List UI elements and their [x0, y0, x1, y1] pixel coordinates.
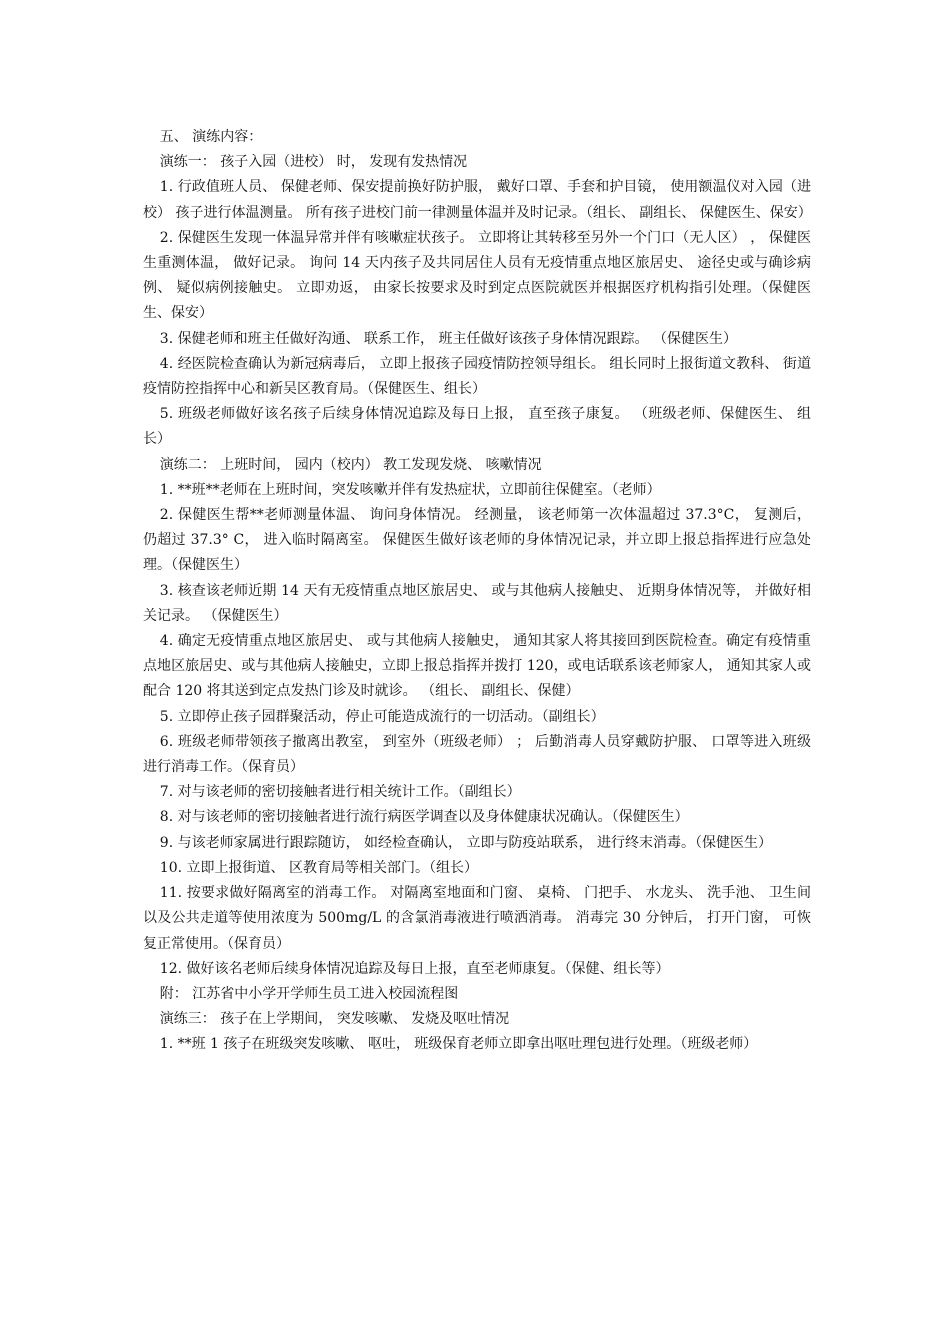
drill-one-step-1: 1. 行政值班人员、 保健老师、保安提前换好防护服， 戴好口罩、手套和护目镜， 使用额温仪对入园（进校） 孩子进行体温测量。 所有孩子进校门前一律测量体温并及时记录。（组长、 副组长、 保健医生、保安） — [143, 179, 812, 221]
drill-two-step-11: 11. 按要求做好隔离室的消毒工作。 对隔离室地面和门窗、 桌椅、 门把手、 水龙头、 洗手池、 卫生间以及公共走道等使用浓度为 500mg/L 的含氯消毒液进行喷洒消毒。 消毒完 30 分钟后， 打开门窗， 可恢复正常使用。（保育员） — [143, 885, 811, 952]
appendix-note: 附： 江苏省中小学开学师生员工进入校园流程图 — [159, 985, 459, 1002]
drill-two-step-1: 1. **班**老师在上班时间，突发咳嗽并伴有发热症状，立即前往保健室。（老师） — [159, 481, 661, 498]
drill-two-step-3: 3. 核查该老师近期 14 天有无疫情重点地区旅居史、 或与其他病人接触史、 近期身体情况等， 并做好相关记录。 （保健医生） — [143, 582, 811, 624]
drill-one-step-2: 2. 保健医生发现一体温异常并伴有咳嗽症状孩子。 立即将让其转移至另外一个门口（无人区） ， 保健医生重测体温， 做好记录。 询问 14 天内孩子及共同居住人员有无疫情重点地区旅居史、 途径史或与确诊病例、 疑似病例接触史。 立即劝返， 由家长按要求及时到定点医院就医并根据医疗机构指引处理。（保健医生、保安） — [143, 229, 811, 322]
drill-two-step-5: 5. 立即停止孩子园群聚活动，停止可能造成流行的一切活动。（副组长） — [159, 708, 605, 725]
drill-two-step-8: 8. 对与该老师的密切接触者进行流行病医学调查以及身体健康状况确认。（保健医生） — [159, 809, 689, 826]
drill-two-step-6: 6. 班级老师带领孩子撤离出教室， 到室外（班级老师） ； 后勤消毒人员穿戴防护服、 口罩等进入班级进行消毒工作。（保育员） — [143, 733, 811, 776]
drill-two-step-10: 10. 立即上报街道、 区教育局等相关部门。（组长） — [159, 859, 478, 876]
drill-one-step-4: 4. 经医院检查确认为新冠病毒后， 立即上报孩子园疫情防控领导组长。 组长同时上报街道文教科、 街道疫情防控指挥中心和新吴区教育局。（保健医生、组长） — [143, 355, 811, 398]
drill-two-step-2: 2. 保健医生帮**老师测量体温、 询问身体情况。 经测量， 该老师第一次体温超过 37.3°C， 复测后， 仍超过 37.3° C， 进入临时隔离室。 保健医生做好该老师的身体情况记录，并立即上报总指挥进行应急处理。（保健医生） — [143, 507, 811, 574]
drill-three-step-1: 1. **班 1 孩子在班级突发咳嗽、 呕吐， 班级保育老师立即拿出呕吐理包进行处理。（班级老师） — [159, 1036, 758, 1053]
drill-two-heading: 演练二： 上班时间， 园内（校内） 教工发现发烧、 咳嗽情况 — [159, 456, 542, 473]
drill-one-heading: 演练一： 孩子入园（进校） 时， 发现有发热情况 — [159, 154, 468, 171]
drill-two-step-9: 9. 与该老师家属进行跟踪随访， 如经检查确认， 立即与防疫站联系， 进行终末消毒。（保健医生） — [159, 834, 772, 851]
section-heading: 五、 演练内容： — [159, 129, 263, 145]
drill-two-step-4: 4. 确定无疫情重点地区旅居史、 或与其他病人接触史， 通知其家人将其接回到医院检查。确定有疫情重点地区旅居史、或与其他病人接触史，立即上报总指挥并拨打 120，或电话联系该老师家人， 通知其家人或配合 120 将其送到定点发热门诊及时就诊。 （组长、 副组长、保健） — [143, 633, 811, 700]
drill-two-step-7: 7. 对与该老师的密切接触者进行相关统计工作。（副组长） — [159, 784, 521, 801]
document-body — [143, 125, 811, 1058]
drill-one-step-5: 5. 班级老师做好该名孩子后续身体情况追踪及每日上报， 直至孩子康复。 （班级老师、保健医生、 组长） — [143, 406, 811, 448]
drill-three-heading: 演练三： 孩子在上学期间， 突发咳嗽、 发烧及呕吐情况 — [159, 1011, 510, 1028]
drill-two-step-12: 12. 做好该名老师后续身体情况追踪及每日上报，直至老师康复。（保健、组长等） — [159, 960, 670, 977]
drill-one-step-3: 3. 保健老师和班主任做好沟通、 联系工作， 班主任做好该孩子身体情况跟踪。 （保健医生） — [159, 330, 737, 347]
